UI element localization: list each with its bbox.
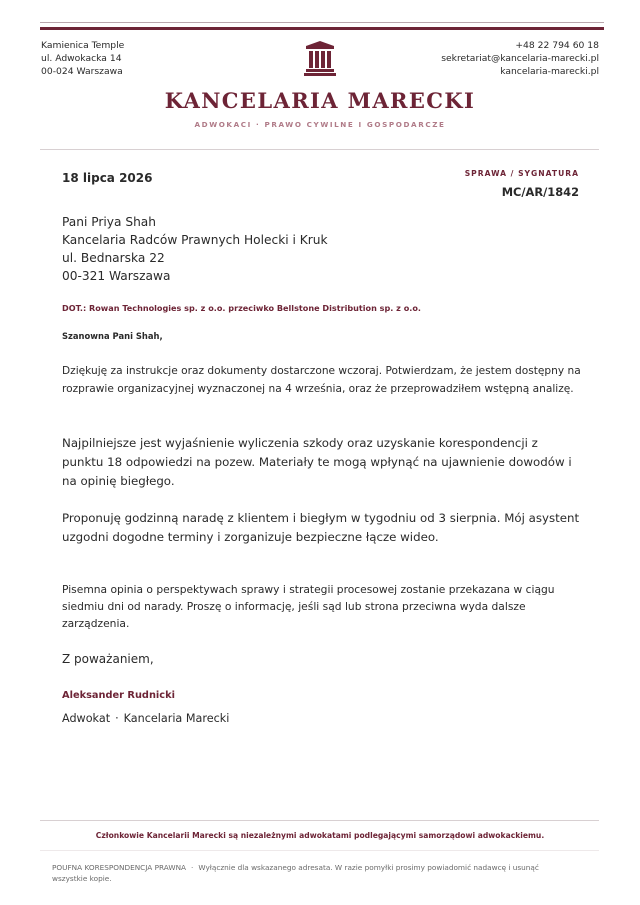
header-divider — [40, 149, 599, 150]
salutation: Szanowna Pani Shah, — [62, 331, 163, 341]
recipient-city: 00-321 Warszawa — [62, 269, 171, 283]
phone-number: +48 22 794 60 18 — [515, 40, 599, 51]
letter-subject: DOT.: Rowan Technologies sp. z o.o. przeciwko Bellstone Distribution sp. z o.o. — [62, 303, 421, 313]
body-paragraph: Najpilniejsze jest wyjaśnienie wyliczenia szkody oraz uzyskanie korespondencji z punktu 18 odpowiedzi na pozew. Materiały te mogą wpłynąć na ujawnienie dowodów i na opinię biegłego. — [62, 436, 572, 488]
footer-divider — [40, 820, 599, 821]
firm-address — [41, 39, 124, 78]
address-line: Kamienica Temple — [41, 40, 125, 51]
header-top-rule — [40, 22, 604, 23]
signer-title: Adwokat — [62, 712, 111, 725]
confidential-text: Wyłącznie dla wskazanego adresata. W razie pomyłki prosimy powiadomić nadawcę i usunąć wszystkie kopie. — [52, 863, 539, 883]
courthouse-icon — [304, 40, 336, 76]
footer-thin-divider — [40, 850, 599, 851]
separator-dot: · — [115, 712, 119, 725]
reference-label: SPRAWA / SYGNATURA — [464, 169, 579, 178]
address-line: 00-024 Warszawa — [41, 66, 123, 77]
body-paragraph: Proponuję godzinną naradę z klientem i biegłym w tygodniu od 3 sierpnia. Mój asystent uzgodni dogodne terminy i zorganizuje bezpieczne łącze wideo. — [62, 511, 580, 544]
signer-role — [62, 712, 229, 725]
website-link[interactable]: kancelaria-marecki.pl — [500, 66, 599, 77]
recipient-street: ul. Bednarska 22 — [62, 251, 165, 265]
separator-dot: · — [191, 863, 194, 872]
membership-note: Członkowie Kancelarii Marecki są niezależnymi adwokatami podlegającymi samorządowi adwokackiemu. — [95, 831, 545, 840]
signer-name: Aleksander Rudnicki — [62, 690, 175, 701]
letter-date: 18 lipca 2026 — [62, 171, 153, 185]
signer-firm: Kancelaria Marecki — [123, 712, 230, 725]
recipient-firm: Kancelaria Radców Prawnych Holecki i Kruk — [62, 233, 328, 247]
body-paragraph: Dziękuję za instrukcje oraz dokumenty dostarczone wczoraj. Potwierdzam, że jestem dostępny na rozprawie organizacyjnej wyznaczonej na 4 września, oraz że przeprowadziłem wstępną analizę. — [62, 365, 581, 395]
firm-name: KANCELARIA MARECKI — [164, 88, 476, 113]
confidentiality-notice — [52, 862, 572, 884]
closing: Z poważaniem, — [62, 652, 154, 666]
address-line: ul. Adwokacka 14 — [41, 53, 122, 64]
firm-contact — [441, 39, 599, 78]
recipient-name: Pani Priya Shah — [62, 215, 156, 229]
email-link[interactable]: sekretariat@kancelaria-marecki.pl — [441, 53, 599, 64]
recipient-address — [62, 213, 328, 285]
confidential-label: POUFNA KORESPONDENCJA PRAWNA — [52, 863, 187, 872]
header-accent-rule — [40, 27, 604, 30]
body-paragraph: Pisemna opinia o perspektywach sprawy i strategii procesowej zostanie przekazana w ciągu siedmiu dni od narady. Proszę o informację, jeśli sąd lub strona przeciwna wyda dalsze zarządzenia. — [62, 583, 555, 630]
reference-value: MC/AR/1842 — [501, 185, 579, 199]
firm-tagline: ADWOKACI · PRAWO CYWILNE I GOSPODARCZE — [194, 120, 446, 129]
